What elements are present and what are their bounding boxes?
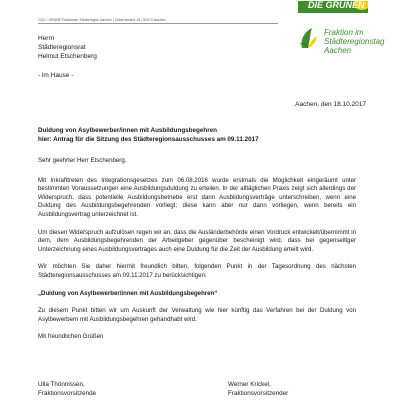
signature-right-name: Werner Krickel, xyxy=(228,381,271,388)
recipient-line-3: Helmut Etschenberg xyxy=(38,53,97,61)
body-paragraph-1: Mit Inkrafttreten des Integrationsgesetzes zum 06.08.2016 wurde erstmals die Möglichkeit eingeräumt unter bestimmten Voraussetzungen eine Ausbildungsduldung zu erteilen. In der alltäglichen Praxis zeigt sich allerdings der Widerspruch, dass potentielle Ausbildungsbetriebe erst dann Ausbildungsverträge unterschreiben, wenn eine Duldung des Ausbildungsbegehrenden vorliegt; diese kann aber nur dann vorliegen, wenn bereits ein Ausbildungsvertrag unterzeichnet ist. xyxy=(38,176,356,218)
subject-line-2: hier: Antrag für die Sitzung des Städteregionsausschusses am 09.11.2017 xyxy=(38,135,259,143)
letter-body xyxy=(38,157,356,351)
salutation: Sehr geehrter Herr Etschenberg, xyxy=(38,157,127,164)
fraktion-logo xyxy=(298,24,398,64)
motion-title: „Duldung von Asylbewerber/innen mit Ausbildungsbegehren“ xyxy=(38,289,218,297)
subject-line-1: Duldung von Asylbewerber/innen mit Ausbildungsbegehren xyxy=(38,127,218,134)
body-paragraph-3: Wir möchten Sie daher hiermit freundlich bitten, folgenden Punkt in der Tagesordnung des nächsten Städteregionsausschusses am 09.11.2017 zu berücksichtigen: xyxy=(38,263,356,279)
recipient-inhouse: - im Hause - xyxy=(38,71,74,79)
closing: Mit freundlichen Grüßen xyxy=(38,333,104,341)
recipient-address xyxy=(38,34,97,80)
body-paragraph-2: Um diesen Widerspruch aufzulösen regen wir an, dass die Ausländerbehörde einen Vordruck entwickelt/übernimmt in dem, dem Ausbildungsbegehrenden der Arbeitgeber gegenüber bescheinigt wird, dass bei gegenseitiger Unterzeichnung eines Ausbildungsvertrages auch eine Duldung für die Zeit der Ausbildung erteilt wird. xyxy=(38,228,356,253)
subject xyxy=(38,127,259,144)
recipient-line-2: Städteregionsrat xyxy=(38,44,86,52)
fraktion-logo-text xyxy=(324,28,385,55)
signature-left-name: Ulla Thönnissen, xyxy=(38,381,85,388)
signature-left-role: Fraktionsvorsitzende xyxy=(38,389,97,397)
party-logo xyxy=(298,0,368,12)
signature-right xyxy=(228,381,288,398)
signature-right-role: Fraktionsvorsitzender xyxy=(228,389,289,397)
party-logo-text: DIE GRÜNEN xyxy=(308,0,365,10)
signature-left xyxy=(38,381,96,398)
body-paragraph-4: Zu diesem Punkt bitten wir um Auskunft der Verwaltung wie hier künftig das Verfahren bei der Duldung von Asylbewerbern mit Ausbildungsbegehren gehandhabt wird. xyxy=(38,307,356,323)
sunflower-leaf-icon xyxy=(298,26,318,50)
fraktion-line-2: Städteregionstag xyxy=(324,37,385,46)
sender-line: CDU / GRÜNE Fraktionen Städteregion Aachen | Zollernstraße 16 | 52070 Aachen xyxy=(38,18,278,24)
date-line: Aachen, den 18.10.2017 xyxy=(295,101,366,108)
recipient-line-1: Herrn xyxy=(38,35,55,42)
fraktion-line-3: Aachen xyxy=(324,46,352,55)
fraktion-line-1: Fraktion im xyxy=(324,28,364,37)
